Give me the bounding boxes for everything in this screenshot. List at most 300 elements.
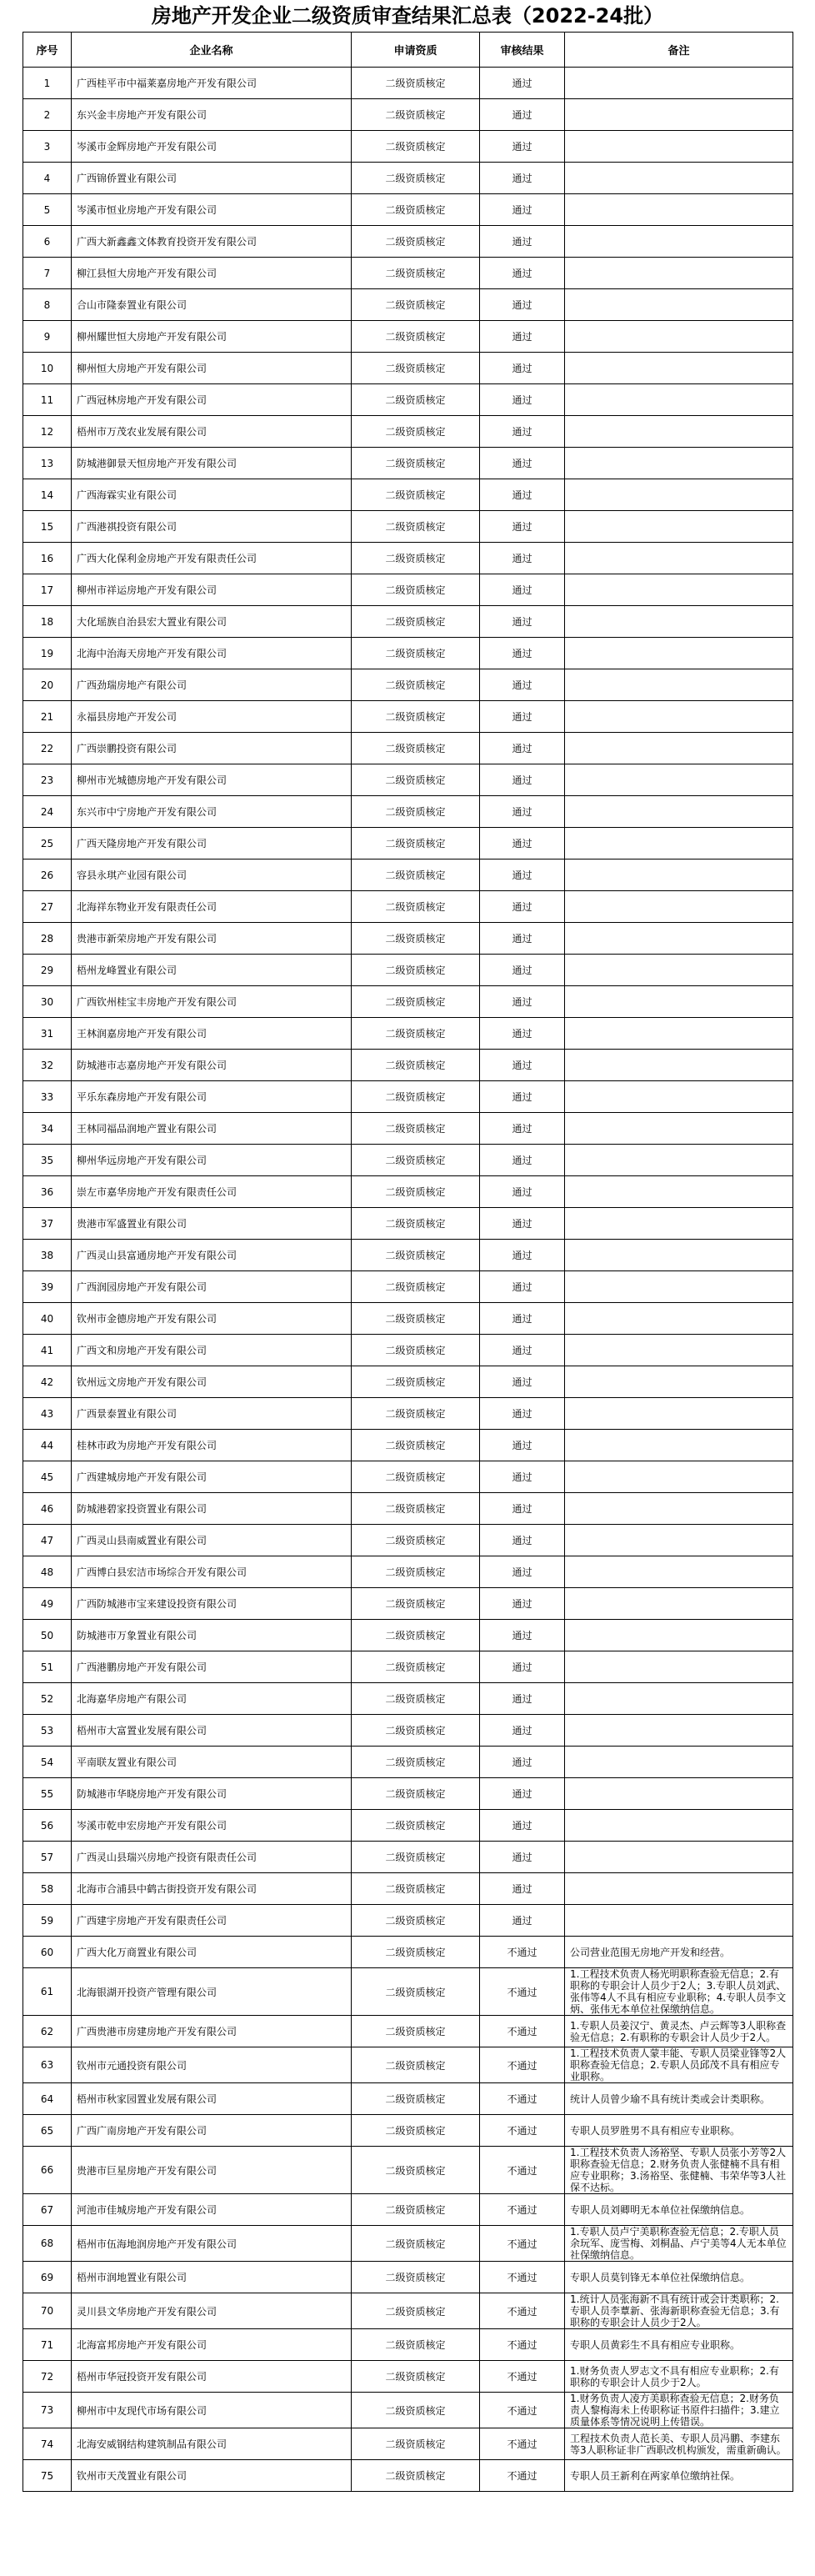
table-row	[23, 2194, 793, 2226]
remarks	[565, 289, 793, 321]
company-name: 广西港鹏房地产开发有限公司	[72, 1651, 352, 1683]
remarks	[565, 1588, 793, 1620]
company-name: 北海嘉华房地产有限公司	[72, 1683, 352, 1715]
remarks	[565, 1493, 793, 1525]
remarks	[565, 1778, 793, 1810]
row-number: 66	[23, 2147, 72, 2194]
remarks	[565, 1747, 793, 1778]
table-row	[23, 1620, 793, 1651]
row-number: 63	[23, 2047, 72, 2083]
table-row	[23, 1461, 793, 1493]
review-result: 不通过	[480, 2293, 565, 2329]
table-row	[23, 2428, 793, 2460]
table-row	[23, 163, 793, 194]
table-row	[23, 511, 793, 543]
company-name: 东兴金丰房地产开发有限公司	[72, 99, 352, 131]
table-row	[23, 733, 793, 764]
application-type: 二级资质核定	[352, 194, 480, 226]
remarks: 1.专职人员卢宁美职称查验无信息；2.专职人员余玩军、庞雪梅、刘桐晶、卢宁美等4人无本单位社保缴纳信息。	[565, 2226, 793, 2262]
remarks	[565, 1176, 793, 1208]
review-result: 通过	[480, 1842, 565, 1873]
company-name: 广西建城房地产开发有限公司	[72, 1461, 352, 1493]
table-row	[23, 669, 793, 701]
table-body	[23, 68, 793, 2492]
remarks	[565, 226, 793, 258]
company-name: 广西锦侨置业有限公司	[72, 163, 352, 194]
review-result: 通过	[480, 131, 565, 163]
row-number: 13	[23, 448, 72, 479]
application-type: 二级资质核定	[352, 131, 480, 163]
row-number: 39	[23, 1271, 72, 1303]
row-number: 44	[23, 1430, 72, 1461]
application-type: 二级资质核定	[352, 923, 480, 955]
application-type: 二级资质核定	[352, 2329, 480, 2361]
table-row	[23, 2293, 793, 2329]
review-result: 通过	[480, 669, 565, 701]
review-result: 不通过	[480, 2262, 565, 2293]
review-result: 通过	[480, 1683, 565, 1715]
application-type: 二级资质核定	[352, 163, 480, 194]
application-type: 二级资质核定	[352, 828, 480, 860]
row-number: 60	[23, 1937, 72, 1968]
table-row	[23, 543, 793, 574]
remarks	[565, 511, 793, 543]
row-number: 15	[23, 511, 72, 543]
application-type: 二级资质核定	[352, 1018, 480, 1050]
review-result: 通过	[480, 99, 565, 131]
company-name: 崇左市嘉华房地产开发有限责任公司	[72, 1176, 352, 1208]
remarks	[565, 1145, 793, 1176]
application-type: 二级资质核定	[352, 1461, 480, 1493]
row-number: 14	[23, 479, 72, 511]
remarks	[565, 321, 793, 353]
application-type: 二级资质核定	[352, 1240, 480, 1271]
row-number: 5	[23, 194, 72, 226]
table-row	[23, 384, 793, 416]
table-row	[23, 479, 793, 511]
remarks: 专职人员莫钊锋无本单位社保缴纳信息。	[565, 2262, 793, 2293]
company-name: 平乐东森房地产开发有限公司	[72, 1081, 352, 1113]
review-result: 通过	[480, 638, 565, 669]
company-name: 防城港御景天恒房地产开发有限公司	[72, 448, 352, 479]
application-type: 二级资质核定	[352, 1113, 480, 1145]
review-result: 通过	[480, 733, 565, 764]
table-row	[23, 828, 793, 860]
review-result: 通过	[480, 1493, 565, 1525]
row-number: 4	[23, 163, 72, 194]
table-row	[23, 2083, 793, 2115]
table-row	[23, 1208, 793, 1240]
review-result: 通过	[480, 574, 565, 606]
application-type: 二级资质核定	[352, 384, 480, 416]
company-name: 广西灵山县富通房地产开发有限公司	[72, 1240, 352, 1271]
company-name: 平南联友置业有限公司	[72, 1747, 352, 1778]
row-number: 1	[23, 68, 72, 99]
application-type: 二级资质核定	[352, 891, 480, 923]
remarks	[565, 131, 793, 163]
review-result: 通过	[480, 194, 565, 226]
review-result: 不通过	[480, 2147, 565, 2194]
application-type: 二级资质核定	[352, 796, 480, 828]
company-name: 防城港市华晓房地产开发有限公司	[72, 1778, 352, 1810]
company-name: 岑溪市乾申宏房地产开发有限公司	[72, 1810, 352, 1842]
table-row	[23, 986, 793, 1018]
company-name: 广西大化保利金房地产开发有限责任公司	[72, 543, 352, 574]
remarks	[565, 1398, 793, 1430]
header-name: 企业名称	[72, 33, 352, 68]
application-type: 二级资质核定	[352, 638, 480, 669]
remarks	[565, 606, 793, 638]
company-name: 岑溪市恒业房地产开发有限公司	[72, 194, 352, 226]
company-name: 梧州市华冠投资开发有限公司	[72, 2361, 352, 2393]
review-result: 通过	[480, 1905, 565, 1937]
row-number: 10	[23, 353, 72, 384]
application-type: 二级资质核定	[352, 955, 480, 986]
company-name: 灵川县文华房地产开发有限公司	[72, 2293, 352, 2329]
application-type: 二级资质核定	[352, 479, 480, 511]
application-type: 二级资质核定	[352, 1905, 480, 1937]
review-result: 通过	[480, 258, 565, 289]
remarks	[565, 1271, 793, 1303]
table-row	[23, 1081, 793, 1113]
application-type: 二级资质核定	[352, 1968, 480, 2016]
company-name: 容县永琪产业园有限公司	[72, 860, 352, 891]
review-result: 通过	[480, 384, 565, 416]
review-result: 不通过	[480, 2083, 565, 2115]
row-number: 40	[23, 1303, 72, 1335]
company-name: 防城港碧家投资置业有限公司	[72, 1493, 352, 1525]
company-name: 梧州市润地置业有限公司	[72, 2262, 352, 2293]
remarks	[565, 955, 793, 986]
review-result: 通过	[480, 860, 565, 891]
company-name: 广西润园房地产开发有限公司	[72, 1271, 352, 1303]
table-row	[23, 1176, 793, 1208]
review-result: 通过	[480, 1651, 565, 1683]
row-number: 8	[23, 289, 72, 321]
remarks	[565, 448, 793, 479]
company-name: 广西劲瑞房地产有限公司	[72, 669, 352, 701]
application-type: 二级资质核定	[352, 321, 480, 353]
table-row	[23, 2115, 793, 2147]
application-type: 二级资质核定	[352, 1208, 480, 1240]
table-row	[23, 194, 793, 226]
table-row	[23, 2329, 793, 2361]
review-result: 通过	[480, 923, 565, 955]
company-name: 东兴市中宁房地产开发有限公司	[72, 796, 352, 828]
application-type: 二级资质核定	[352, 1525, 480, 1556]
row-number: 18	[23, 606, 72, 638]
review-result: 通过	[480, 1145, 565, 1176]
table-row	[23, 764, 793, 796]
company-name: 广西防城港市宝来建设投资有限公司	[72, 1588, 352, 1620]
company-name: 梧州市大富置业发展有限公司	[72, 1715, 352, 1747]
row-number: 72	[23, 2361, 72, 2393]
remarks	[565, 1842, 793, 1873]
table-row	[23, 1556, 793, 1588]
company-name: 合山市隆泰置业有限公司	[72, 289, 352, 321]
review-result: 通过	[480, 511, 565, 543]
application-type: 二级资质核定	[352, 1398, 480, 1430]
table-row	[23, 860, 793, 891]
remarks	[565, 1050, 793, 1081]
review-result: 通过	[480, 1556, 565, 1588]
remarks	[565, 1461, 793, 1493]
row-number: 25	[23, 828, 72, 860]
company-name: 北海市合浦县中鹤古街投资开发有限公司	[72, 1873, 352, 1905]
remarks	[565, 764, 793, 796]
row-number: 6	[23, 226, 72, 258]
application-type: 二级资质核定	[352, 1842, 480, 1873]
review-result: 通过	[480, 1081, 565, 1113]
company-name: 柳江县恒大房地产开发有限公司	[72, 258, 352, 289]
row-number: 23	[23, 764, 72, 796]
remarks	[565, 1366, 793, 1398]
table-row	[23, 1905, 793, 1937]
table-row	[23, 353, 793, 384]
remarks	[565, 1081, 793, 1113]
company-name: 广西大化万商置业有限公司	[72, 1937, 352, 1968]
table-row	[23, 1937, 793, 1968]
company-name: 北海祥东物业开发有限责任公司	[72, 891, 352, 923]
review-result: 通过	[480, 606, 565, 638]
review-result: 通过	[480, 479, 565, 511]
review-result: 通过	[480, 986, 565, 1018]
application-type: 二级资质核定	[352, 2083, 480, 2115]
application-type: 二级资质核定	[352, 1081, 480, 1113]
application-type: 二级资质核定	[352, 1810, 480, 1842]
application-type: 二级资质核定	[352, 1715, 480, 1747]
application-type: 二级资质核定	[352, 416, 480, 448]
document-title: 房地产开发企业二级资质审查结果汇总表（2022-24批）	[151, 4, 664, 28]
review-result: 通过	[480, 1018, 565, 1050]
remarks	[565, 1113, 793, 1145]
row-number: 54	[23, 1747, 72, 1778]
row-number: 71	[23, 2329, 72, 2361]
remarks	[565, 986, 793, 1018]
remarks	[565, 1905, 793, 1937]
application-type: 二级资质核定	[352, 1050, 480, 1081]
review-result: 通过	[480, 543, 565, 574]
company-name: 梧州龙峰置业有限公司	[72, 955, 352, 986]
table-row	[23, 448, 793, 479]
row-number: 37	[23, 1208, 72, 1240]
company-name: 防城港市志嘉房地产开发有限公司	[72, 1050, 352, 1081]
review-result: 通过	[480, 1271, 565, 1303]
application-type: 二级资质核定	[352, 1493, 480, 1525]
application-type: 二级资质核定	[352, 860, 480, 891]
company-name: 大化瑶族自治县宏大置业有限公司	[72, 606, 352, 638]
review-result: 通过	[480, 1398, 565, 1430]
remarks	[565, 68, 793, 99]
application-type: 二级资质核定	[352, 701, 480, 733]
remarks: 工程技术负责人范长美、专职人员冯鹏、李建东等3人职称证非广西职改机构颁发，需重新确认。	[565, 2428, 793, 2460]
remarks: 1.财务负责人凌方美职称查验无信息；2.财务负责人黎梅海未上传职称证书原件扫描件；3.建立质量体系等情况说明上传错误。	[565, 2393, 793, 2428]
review-result: 通过	[480, 1050, 565, 1081]
row-number: 17	[23, 574, 72, 606]
table-row	[23, 1366, 793, 1398]
table-row	[23, 891, 793, 923]
table-row	[23, 2460, 793, 2492]
company-name: 广西博白县宏洁市场综合开发有限公司	[72, 1556, 352, 1588]
application-type: 二级资质核定	[352, 99, 480, 131]
table-row	[23, 68, 793, 99]
company-name: 岑溪市金辉房地产开发有限公司	[72, 131, 352, 163]
review-result: 通过	[480, 1113, 565, 1145]
company-name: 王林润嘉房地产开发有限公司	[72, 1018, 352, 1050]
review-result: 通过	[480, 1176, 565, 1208]
row-number: 28	[23, 923, 72, 955]
row-number: 56	[23, 1810, 72, 1842]
header-no: 序号	[23, 33, 72, 68]
review-result: 不通过	[480, 1968, 565, 2016]
row-number: 12	[23, 416, 72, 448]
row-number: 75	[23, 2460, 72, 2492]
remarks: 专职人员刘卿明无本单位社保缴纳信息。	[565, 2194, 793, 2226]
row-number: 51	[23, 1651, 72, 1683]
application-type: 二级资质核定	[352, 2147, 480, 2194]
table-row	[23, 1683, 793, 1715]
review-result: 通过	[480, 1810, 565, 1842]
row-number: 34	[23, 1113, 72, 1145]
review-result: 通过	[480, 1335, 565, 1366]
review-result: 通过	[480, 1873, 565, 1905]
row-number: 32	[23, 1050, 72, 1081]
company-name: 广西灵山县南威置业有限公司	[72, 1525, 352, 1556]
application-type: 二级资质核定	[352, 2047, 480, 2083]
row-number: 67	[23, 2194, 72, 2226]
row-number: 36	[23, 1176, 72, 1208]
review-result: 通过	[480, 1366, 565, 1398]
header-row	[23, 33, 793, 68]
row-number: 42	[23, 1366, 72, 1398]
header-result: 审核结果	[480, 33, 565, 68]
application-type: 二级资质核定	[352, 1937, 480, 1968]
remarks	[565, 416, 793, 448]
remarks	[565, 860, 793, 891]
row-number: 48	[23, 1556, 72, 1588]
table-row	[23, 1810, 793, 1842]
remarks	[565, 543, 793, 574]
remarks: 1.工程技术负责人杨光明职称查验无信息；2.有职称的专职会计人员少于2人；3.专职人员刘武、张伟等4人不具有相应专业职称；4.专职人员李文炳、张伟无本单位社保缴纳信息。	[565, 1968, 793, 2016]
row-number: 30	[23, 986, 72, 1018]
table-row	[23, 258, 793, 289]
table-row	[23, 1525, 793, 1556]
company-name: 柳州市中友现代市场有限公司	[72, 2393, 352, 2428]
row-number: 31	[23, 1018, 72, 1050]
row-number: 20	[23, 669, 72, 701]
review-result: 通过	[480, 1240, 565, 1271]
application-type: 二级资质核定	[352, 543, 480, 574]
remarks	[565, 1873, 793, 1905]
application-type: 二级资质核定	[352, 764, 480, 796]
remarks	[565, 479, 793, 511]
company-name: 广西冠林房地产开发有限公司	[72, 384, 352, 416]
review-result: 通过	[480, 226, 565, 258]
remarks: 1.专职人员姜汉宁、黄灵杰、卢云辉等3人职称查验无信息；2.有职称的专职会计人员少于2人。	[565, 2016, 793, 2047]
remarks	[565, 1240, 793, 1271]
row-number: 53	[23, 1715, 72, 1747]
review-result: 通过	[480, 1208, 565, 1240]
row-number: 43	[23, 1398, 72, 1430]
company-name: 广西文和房地产开发有限公司	[72, 1335, 352, 1366]
remarks	[565, 1556, 793, 1588]
remarks: 专职人员黄彩生不具有相应专业职称。	[565, 2329, 793, 2361]
table-row	[23, 1303, 793, 1335]
company-name: 钦州市天茂置业有限公司	[72, 2460, 352, 2492]
row-number: 65	[23, 2115, 72, 2147]
row-number: 47	[23, 1525, 72, 1556]
row-number: 16	[23, 543, 72, 574]
remarks	[565, 574, 793, 606]
table-row	[23, 1271, 793, 1303]
table-row	[23, 574, 793, 606]
review-result: 通过	[480, 1715, 565, 1747]
row-number: 41	[23, 1335, 72, 1366]
company-name: 广西建宇房地产开发有限责任公司	[72, 1905, 352, 1937]
row-number: 74	[23, 2428, 72, 2460]
company-name: 永福县房地产开发公司	[72, 701, 352, 733]
remarks	[565, 891, 793, 923]
review-result: 通过	[480, 163, 565, 194]
review-result: 通过	[480, 828, 565, 860]
application-type: 二级资质核定	[352, 2262, 480, 2293]
review-result: 通过	[480, 891, 565, 923]
row-number: 55	[23, 1778, 72, 1810]
row-number: 58	[23, 1873, 72, 1905]
remarks	[565, 384, 793, 416]
company-name: 柳州耀世恒大房地产开发有限公司	[72, 321, 352, 353]
remarks	[565, 1620, 793, 1651]
remarks	[565, 828, 793, 860]
table-row	[23, 1335, 793, 1366]
company-name: 北海安威钢结构建筑制品有限公司	[72, 2428, 352, 2460]
remarks	[565, 1651, 793, 1683]
application-type: 二级资质核定	[352, 2194, 480, 2226]
application-type: 二级资质核定	[352, 1747, 480, 1778]
table-row	[23, 289, 793, 321]
company-name: 北海银湖开投资产管理有限公司	[72, 1968, 352, 2016]
table-row	[23, 1747, 793, 1778]
application-type: 二级资质核定	[352, 669, 480, 701]
table-row	[23, 2047, 793, 2083]
application-type: 二级资质核定	[352, 2428, 480, 2460]
table-row	[23, 1113, 793, 1145]
remarks	[565, 163, 793, 194]
remarks: 1.财务负责人罗志文不具有相应专业职称；2.有职称的专职会计人员少于2人。	[565, 2361, 793, 2393]
table-row	[23, 638, 793, 669]
row-number: 52	[23, 1683, 72, 1715]
application-type: 二级资质核定	[352, 606, 480, 638]
remarks: 公司营业范围无房地产开发和经营。	[565, 1937, 793, 1968]
header-note: 备注	[565, 33, 793, 68]
table-row	[23, 2147, 793, 2194]
table-row	[23, 1430, 793, 1461]
remarks	[565, 1430, 793, 1461]
review-result: 不通过	[480, 2329, 565, 2361]
application-type: 二级资质核定	[352, 1651, 480, 1683]
table-row	[23, 923, 793, 955]
application-type: 二级资质核定	[352, 1683, 480, 1715]
results-table	[22, 32, 793, 2492]
review-result: 通过	[480, 1525, 565, 1556]
company-name: 广西广南房地产开发有限公司	[72, 2115, 352, 2147]
company-name: 桂林市政为房地产开发有限公司	[72, 1430, 352, 1461]
row-number: 64	[23, 2083, 72, 2115]
application-type: 二级资质核定	[352, 1366, 480, 1398]
table-row	[23, 1050, 793, 1081]
remarks	[565, 1810, 793, 1842]
company-name: 王林同福品润地产置业有限公司	[72, 1113, 352, 1145]
